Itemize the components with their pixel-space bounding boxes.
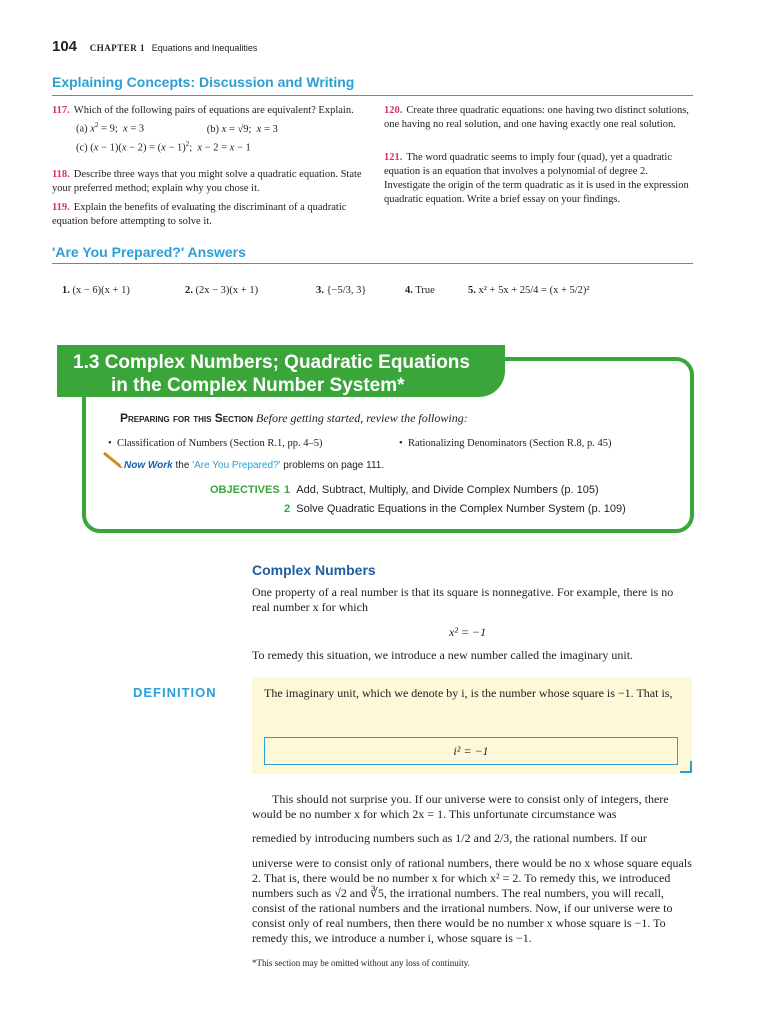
preparing-line: Preparing for this Section Before getting started, review the following: — [120, 411, 468, 425]
pencil-icon — [102, 451, 124, 472]
answer-2: 2. (2x − 3)(x + 1) — [185, 285, 259, 296]
objectives-label: OBJECTIVES — [210, 484, 280, 496]
complex-para-3a: This should not surprise you. If our universe were to consist only of integers, there would be no number x for which 2x = 1. This unfortunate circumstance was — [252, 792, 669, 821]
answer-3: 3. {−5/3, 3} — [316, 285, 367, 296]
page-header — [52, 38, 257, 55]
objective-1: 1 Add, Subtract, Multiply, and Divide Complex Numbers (p. 105) — [284, 484, 599, 496]
footnote: *This section may be omitted without any loss of continuity. — [252, 958, 470, 968]
definition-equation-box — [264, 737, 678, 765]
complex-para-3b: remedied by introducing numbers such as 1/2 and 2/3, the rational numbers. If our — [252, 831, 647, 845]
section-box — [52, 345, 692, 533]
section-title-tab — [57, 345, 505, 397]
complex-numbers-heading: Complex Numbers — [252, 562, 376, 578]
problem-117: 117. Which of the following pairs of equations are equivalent? Explain. (a) $x^2 = 9$; x = 3 (b) x = √9; x = 3 (c) $(x - 1)(x - 2) = (x - 1)^2$; x − 2 = x − 1 — [52, 105, 354, 153]
definition-corner-mark — [680, 761, 692, 773]
answer-5: 5. x² + 5x + 25/4 = (x + 5/2)² — [468, 285, 590, 296]
definition-label: DEFINITION — [133, 685, 217, 700]
definition-text: The imaginary unit, which we denote by i, is the number whose square is −1. That is, — [264, 686, 673, 700]
are-you-prepared-link[interactable]: 'Are You Prepared?' — [192, 460, 281, 471]
explaining-rule — [52, 95, 693, 96]
explaining-heading: Explaining Concepts: Discussion and Writing — [52, 74, 355, 90]
answer-4: 4. True — [405, 285, 435, 296]
chapter-label: CHAPTER 1 — [89, 43, 146, 53]
answers-rule — [52, 263, 693, 264]
answers-heading: 'Are You Prepared?' Answers — [52, 244, 246, 260]
section-title: 1.3 Complex Numbers; Quadratic Equations in the Complex Number System* — [73, 352, 470, 396]
now-work-line: Now Work the 'Are You Prepared?' problems on page 111. — [124, 460, 385, 471]
problem-120: 120. Create three quadratic equations: one having two distinct solutions, one having no real solution, and one having exactly one real solution. — [384, 105, 689, 130]
problem-121: 121. The word quadratic seems to imply four (quad), yet a quadratic equation is an equation that involves a polynomial of degree 2. Investigate the origin of the term quadratic as it is used in the expression quadratic equation. Write a brief essay on your findings. — [384, 152, 689, 205]
chapter-title: Equations and Inequalities — [151, 43, 258, 53]
complex-para-2: To remedy this situation, we introduce a new number called the imaginary unit. — [252, 648, 634, 662]
objective-2: 2 Solve Quadratic Equations in the Complex Number System (p. 109) — [284, 503, 626, 515]
bullet-classification: • Classification of Numbers (Section R.1, pp. 4–5) — [108, 438, 323, 449]
page-number: 104 — [52, 38, 78, 55]
complex-para-1: One property of a real number is that its square is nonnegative. For example, there is no real number x for which — [252, 585, 674, 614]
problem-118: 118. Describe three ways that you might solve a quadratic equation. State your preferred method; explain why you chose it. — [52, 169, 362, 194]
complex-para-3c: universe were to consist only of rational numbers, there would be no x whose square equals 2. That is, there would be no number x for which x² = 2. To remedy this, we introduced numbers such as √2 and ∛5, the irrational numbers. The real numbers, you will recall, consist of the rational numbers and the irrational numbers. Now, if our universe were to consist only of real numbers, then there would be no number x whose square is −1. To remedy this, we introduce a number i, whose square is −1. — [252, 856, 692, 945]
definition-box — [252, 677, 692, 774]
problem-119: 119. Explain the benefits of evaluating the discriminant of a quadratic equation before attempting to solve it. — [52, 202, 347, 227]
definition-equation: i² = −1 — [453, 744, 489, 758]
bullet-rationalizing: • Rationalizing Denominators (Section R.8, p. 45) — [399, 438, 612, 449]
equation-x-squared: x² = −1 — [449, 625, 487, 639]
answer-1: 1. (x − 6)(x + 1) — [62, 285, 130, 296]
